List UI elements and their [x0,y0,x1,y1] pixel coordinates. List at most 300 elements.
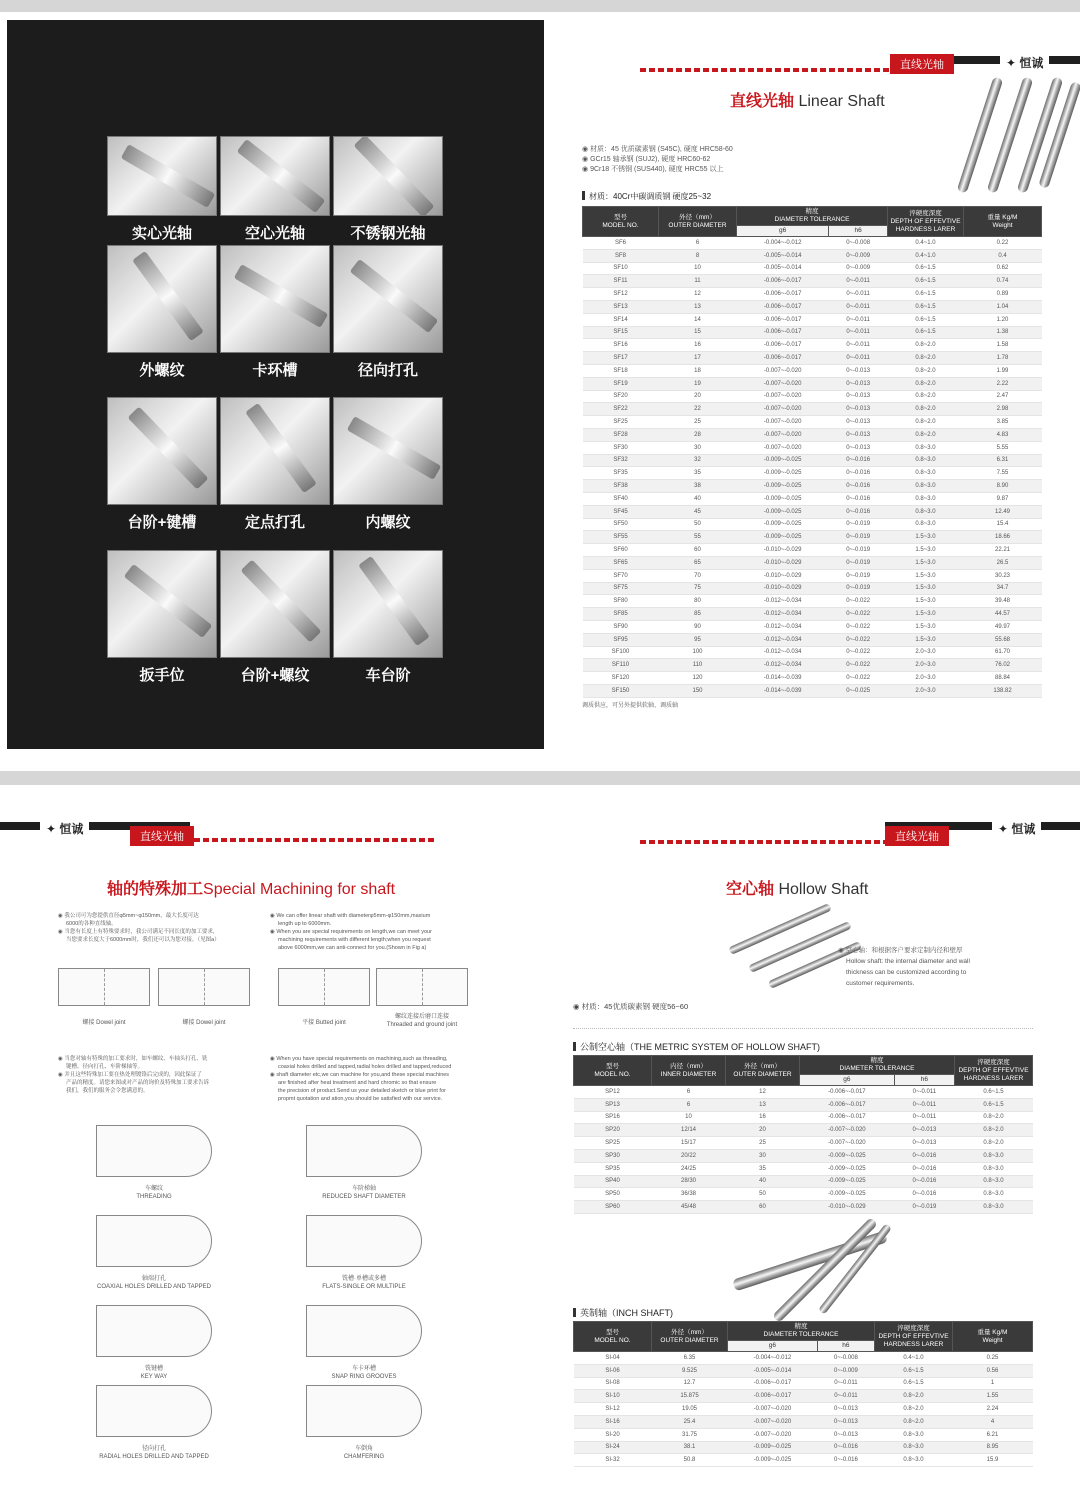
para-line: ◉ When you have special requirements on machining,such as threading, [270,1056,448,1062]
para-line: 我们，我们的服务会令您满意的。 [66,1088,149,1094]
joint-caption-cn: 螺接 [182,1020,195,1026]
table-cell: 0.8~3.0 [888,467,964,480]
table-cell: 65 [659,556,737,569]
hollow-title [726,876,868,899]
product-photo [333,397,443,505]
table-cell: 0.74 [964,275,1042,288]
dash-stripe [640,840,890,844]
product-tile-label: 径向打孔 [357,362,418,379]
section-tag: 直线光轴 [890,54,954,74]
table-cell: 0.6~1.5 [875,1377,953,1390]
machining-caption-cn: 铣键槽 [144,1366,163,1372]
th-tol-cn: 精度 [870,1057,884,1064]
para-line: ◉ shaft diameter etc,we can machine for you,and these special machines [270,1072,450,1078]
dash-stripe [640,68,900,72]
shaft-shape [132,251,204,341]
table-cell: -0.007~-0.020 [737,364,829,377]
machining-diagram [96,1215,212,1267]
table-cell: 0~-0.009 [817,1364,874,1377]
table-cell: 0.6~1.5 [888,262,964,275]
product-photo [220,397,330,505]
para-line: ◉ 当您对轴有特殊的加工要求时，如车螺纹、车轴头打孔、铣 [58,1056,208,1062]
table-cell: 0.8~2.0 [875,1403,953,1416]
machining-diagram [306,1305,422,1357]
para-line: coaxial holes drilled and tapped,radial holes drilled and tapped,reduced [278,1064,452,1070]
shaft-shape [358,556,430,646]
linear-title-cn: 直线光轴 [730,93,795,110]
logo-icon: ✦ [46,822,57,836]
table-cell: -0.010~-0.029 [737,556,829,569]
table-cell: SF32 [583,454,659,467]
table-cell: -0.012~-0.034 [737,608,829,621]
table-cell: 45 [659,505,737,518]
table-cell: -0.005~-0.014 [737,249,829,262]
table-cell: 0~-0.019 [829,582,888,595]
linear-row [583,262,1042,275]
joint-diagram [58,968,150,1006]
machining-caption-cn: 车阶梯轴 [351,1186,376,1192]
material-text: 材质：45 优质碳素钢 (S45C), 硬度 HRC58-60 [590,146,733,153]
joint-diagram [376,968,468,1006]
table-cell: 50.8 [652,1454,728,1467]
table-cell: SF38 [583,480,659,493]
table-cell: 4.83 [964,428,1042,441]
table-cell: 31.75 [652,1428,728,1441]
th-weight-en: Weight [982,1336,1003,1344]
metric-title-text: 公制空心轴（THE METRIC SYSTEM OF HOLLOW SHAFT) [580,1042,821,1052]
table-cell: 35 [659,467,737,480]
table-cell: 0~-0.016 [894,1149,954,1162]
joint-caption [154,1019,254,1027]
table-cell: -0.010~-0.029 [737,582,829,595]
th-depth-cn: 淬硬度深度 [897,1324,930,1332]
table-cell: 61.70 [964,646,1042,659]
para-line: 当您要求长度大于6000mm时，我们还可以为您对接。（见图a） [66,937,220,943]
inch-row [574,1377,1033,1390]
para-line: machining requirements with different length;when you request [278,937,431,943]
special-title [107,876,395,899]
table-cell: -0.007~-0.020 [728,1415,818,1428]
table-cell: -0.005~-0.014 [737,262,829,275]
table-cell: -0.012~-0.034 [737,646,829,659]
table-cell: 2.0~3.0 [888,672,964,685]
table-cell: -0.009~-0.025 [737,492,829,505]
table-cell: 32 [659,454,737,467]
table-cell: 18 [659,364,737,377]
table-cell: 0.8~2.0 [888,390,964,403]
th-depth-en1: DEPTH OF EFFEVTIVE [958,1066,1029,1074]
para-line: propmt quotation and ation,you should be satisfied with our service. [278,1096,443,1102]
para-line: length up to 6000mm. [278,921,332,927]
table-cell: -0.010~-0.029 [737,569,829,582]
table-cell: SF85 [583,608,659,621]
linear-row [583,390,1042,403]
linear-title [730,88,885,111]
table-cell: 0.8~2.0 [888,403,964,416]
linear-row [583,339,1042,352]
table-cell: 36/38 [652,1188,726,1201]
th-g6: g6 [800,1075,895,1086]
product-tile [220,245,330,380]
linear-row [583,646,1042,659]
table-cell: SI-16 [574,1415,652,1428]
table-cell: 0~-0.011 [829,300,888,313]
joint-caption-en: Butted joint [315,1020,346,1026]
linear-row [583,454,1042,467]
th-depth-en2: HARDNESS LARER [883,1340,944,1348]
table-cell: SI-12 [574,1403,652,1416]
table-cell: 0~-0.022 [829,633,888,646]
product-tile [333,245,443,380]
table-cell: 16 [726,1111,800,1124]
table-cell: 35 [726,1162,800,1175]
desc-en-line: thickness can be customized according to [846,969,967,976]
table-cell: 0.8~2.0 [875,1415,953,1428]
table-cell: 0~-0.013 [829,377,888,390]
table-cell: SI-06 [574,1364,652,1377]
table-cell: 0.8~3.0 [955,1201,1033,1214]
table-cell: 12 [659,288,737,301]
table-cell: 0.8~2.0 [888,416,964,429]
th-depth-en2: HARDNESS LARER [895,225,956,233]
table-cell: 0~-0.016 [894,1175,954,1188]
table-cell: -0.012~-0.034 [737,633,829,646]
table-cell: 0.4~1.0 [888,237,964,250]
th-h6: h6 [829,226,888,237]
th-depth-cn: 淬硬度深度 [977,1058,1010,1066]
linear-row [583,237,1042,250]
machining-caption-cn: 铣槽·单槽或多槽 [342,1276,386,1282]
machining-caption-en: KEY WAY [140,1374,168,1380]
table-cell: SP13 [574,1098,652,1111]
table-cell: 0~-0.013 [829,441,888,454]
para-text: 我公司可为您提供直径φ5mm~φ150mm，最大长度可达 [64,913,199,919]
table-cell: 45/48 [652,1201,726,1214]
desc-en-line: customer requirements. [846,980,915,987]
th-weight-cn: 重量 Kg/M [987,213,1018,221]
table-cell: 2.24 [953,1403,1033,1416]
shaft-shape [241,560,322,643]
hollow-title-en: Hollow Shaft [778,881,869,898]
table-cell: 0~-0.013 [829,364,888,377]
machining-caption-en: REDUCED SHAFT DIAMETER [322,1194,406,1200]
table-cell: 40 [726,1175,800,1188]
th-model-en: MODEL NO. [594,1336,631,1344]
table-cell: 0.6~1.5 [888,288,964,301]
table-cell: 9.525 [652,1364,728,1377]
table-cell: 0~-0.013 [894,1137,954,1150]
table-cell: SF90 [583,620,659,633]
table-cell: 1.5~3.0 [888,582,964,595]
dash-stripe [185,838,435,842]
table-cell: 1.5~3.0 [888,544,964,557]
table-cell: 25 [659,416,737,429]
table-cell: -0.006~-0.017 [737,326,829,339]
table-cell: 70 [659,569,737,582]
table-cell: -0.010~-0.029 [737,544,829,557]
linear-row [583,364,1042,377]
para-line: above 6000mm,we can anti-connect for you.(Shown in Fig a) [278,945,427,951]
table-cell: 0.8~3.0 [888,441,964,454]
table-cell: 0.6~1.5 [888,300,964,313]
inch-row [574,1390,1033,1403]
table-cell: 0~-0.011 [829,326,888,339]
table-cell: 9.87 [964,492,1042,505]
table-cell: 1 [953,1377,1033,1390]
table-cell: 0~-0.016 [829,467,888,480]
table-cell: 1.5~3.0 [888,620,964,633]
table-cell: SF20 [583,390,659,403]
machining-diagram [96,1385,212,1437]
table-cell: 24/25 [652,1162,726,1175]
table-cell: 0~-0.011 [829,288,888,301]
para-text: 当您对轴有特殊的加工要求时，如车螺纹、车轴头打孔、铣 [64,1056,208,1062]
table-cell: 50 [726,1188,800,1201]
table-cell: -0.007~-0.020 [737,403,829,416]
table-cell: 12.7 [652,1377,728,1390]
table-cell: 1.5~3.0 [888,595,964,608]
table-cell: 0~-0.011 [829,339,888,352]
joint-caption-cn: 平接 [302,1020,315,1026]
table-cell: -0.007~-0.020 [800,1137,895,1150]
table-cell: -0.004~-0.012 [728,1352,818,1365]
machining-diagram [96,1305,212,1357]
para-text: 并且这些特殊加工要在热处理镀铬后完成的，因此保证了 [64,1072,202,1078]
para-line: are finished after heat treatment and hard chromic so that ensure [278,1080,437,1086]
linear-row [583,608,1042,621]
table-cell: 30.23 [964,569,1042,582]
table-cell: 2.22 [964,377,1042,390]
table-cell: -0.007~-0.020 [737,377,829,390]
table-cell: SF120 [583,672,659,685]
table-cell: 0~-0.016 [829,454,888,467]
linear-row [583,659,1042,672]
table-cell: 0~-0.011 [817,1377,874,1390]
para-text: We can offer linear shaft with diameterφ5mm-φ150mm,maxium [276,913,431,919]
table-cell: 0~-0.011 [829,313,888,326]
brand-logo [992,820,1041,837]
section-tag: 直线光轴 [130,826,194,846]
table-cell: SF110 [583,659,659,672]
table-cell: 49.97 [964,620,1042,633]
table-cell: 100 [659,646,737,659]
table-cell: 0~-0.019 [829,518,888,531]
metric-table-body [574,1086,1033,1214]
table-cell: 6 [652,1098,726,1111]
logo-text: 恒诚 [1019,56,1044,70]
shaft-shape [354,136,435,216]
th-od-en: OUTER DIAMETER [668,221,727,229]
table-cell: 1.04 [964,300,1042,313]
dotted-divider [573,1028,1033,1029]
para-line: ◉ 我公司可为您提供直径φ5mm~φ150mm，最大长度可达 [58,913,199,919]
table-cell: 0~-0.013 [817,1428,874,1441]
table-cell: 44.57 [964,608,1042,621]
table-cell: SF15 [583,326,659,339]
th-h6: h6 [817,1341,874,1352]
table-cell: 0~-0.016 [829,505,888,518]
table-cell: 0~-0.011 [894,1111,954,1124]
table-cell: 0.8~3.0 [875,1454,953,1467]
metric-row [574,1086,1033,1099]
rod [748,921,852,973]
table-cell: 0.8~3.0 [888,505,964,518]
metric-table [573,1055,1033,1214]
table-cell: -0.009~-0.025 [737,467,829,480]
machining-diagram [306,1385,422,1437]
inch-row [574,1454,1033,1467]
material-text: 9Cr18 不锈钢 (SUS440), 硬度 HRC55 以上 [590,166,724,173]
machining-caption [276,1365,452,1381]
table-cell: -0.012~-0.034 [737,659,829,672]
table-cell: 28 [659,428,737,441]
linear-table-body [583,237,1042,698]
table-cell: 0~-0.013 [829,416,888,429]
table-cell: SI-10 [574,1390,652,1403]
table-cell: 0.25 [953,1352,1033,1365]
product-photo [333,245,443,353]
table-cell: 0~-0.013 [817,1403,874,1416]
table-cell: 150 [659,684,737,697]
th-g6: g6 [737,226,829,237]
metric-row [574,1201,1033,1214]
joint-diagram [158,968,250,1006]
table-cell: 0~-0.016 [894,1188,954,1201]
th-model-cn: 型号 [606,1062,619,1070]
linear-row [583,313,1042,326]
product-tile-label: 车台阶 [365,667,411,684]
table-cell: -0.012~-0.034 [737,595,829,608]
hollow-material-text: 材质：45优质碳素钢 硬度56~60 [581,1002,689,1011]
table-cell: 12 [726,1086,800,1099]
table-cell: 1.55 [953,1390,1033,1403]
table-cell: 0.89 [964,288,1042,301]
linear-row [583,531,1042,544]
table-cell: 18.66 [964,531,1042,544]
table-cell: 20/22 [652,1149,726,1162]
table-cell: 0~-0.016 [894,1162,954,1175]
metric-row [574,1175,1033,1188]
table-cell: 0~-0.022 [829,672,888,685]
linear-row [583,672,1042,685]
th-model-en: MODEL NO. [594,1070,631,1078]
joint-caption [54,1019,154,1027]
hollow-desc [838,945,1018,989]
desc-en-line: Hollow shaft: the internal diameter and wall [846,958,970,965]
shaft-shape [128,407,209,490]
table-cell: 0~-0.013 [829,403,888,416]
table-cell: SF150 [583,684,659,697]
table-cell: 6.31 [964,454,1042,467]
product-tile [107,397,217,532]
table-cell: SF28 [583,428,659,441]
machining-caption-cn: 轴端打孔 [141,1276,166,1282]
linear-table [582,206,1042,698]
table-cell: 1.38 [964,326,1042,339]
table-cell: SF11 [583,275,659,288]
table-cell: -0.009~-0.025 [800,1188,895,1201]
machining-caption-en: FLATS-SINGLE OR MULTIPLE [322,1284,406,1290]
machining-caption-en: CHAMFERING [343,1454,385,1460]
table-cell: -0.006~-0.017 [737,339,829,352]
table-cell: -0.009~-0.025 [737,518,829,531]
table-cell: SP50 [574,1188,652,1201]
th-model-en: MODEL NO. [602,221,639,229]
para-text: shaft diameter etc,we can machine for you,and these special machines [276,1072,450,1078]
th-id-en: INNER DIAMETER [660,1070,717,1078]
table-cell: SP12 [574,1086,652,1099]
table-cell: 120 [659,672,737,685]
table-cell: 6 [652,1086,726,1099]
table-cell: -0.009~-0.025 [800,1162,895,1175]
hollow-material: ◉ 材质：45优质碳素钢 硬度56~60 [573,1002,689,1011]
table-cell: 0.8~3.0 [955,1175,1033,1188]
table-cell: 2.98 [964,403,1042,416]
linear-row [583,441,1042,454]
table-cell: -0.006~-0.017 [728,1377,818,1390]
shaft-shape [234,264,329,328]
table-cell: -0.007~-0.020 [728,1403,818,1416]
table-cell: -0.012~-0.034 [737,620,829,633]
machining-caption-cn: 车卡环槽 [351,1366,376,1372]
table-cell: SF80 [583,595,659,608]
table-cell: SF35 [583,467,659,480]
product-photo [107,245,217,353]
table-cell: 7.55 [964,467,1042,480]
table-cell: 0.8~2.0 [875,1390,953,1403]
table-cell: -0.007~-0.020 [737,441,829,454]
table-cell: 1.5~3.0 [888,569,964,582]
table-cell: 2.0~3.0 [888,659,964,672]
product-tile-label: 不锈钢光轴 [350,225,426,242]
table-cell: 15.4 [964,518,1042,531]
machining-caption-cn: 径向打孔 [141,1446,166,1452]
table-cell: SF8 [583,249,659,262]
table-cell: SF65 [583,556,659,569]
table-cell: 0.8~3.0 [875,1428,953,1441]
table-cell: 0~-0.013 [829,390,888,403]
table-cell: SP25 [574,1137,652,1150]
table-cell: 8.95 [953,1441,1033,1454]
linear-row [583,620,1042,633]
table-cell: 90 [659,620,737,633]
table-cell: 110 [659,659,737,672]
table-cell: 19 [659,377,737,390]
product-tile [107,245,217,380]
table-cell: 0~-0.011 [894,1098,954,1111]
table-cell: SF22 [583,403,659,416]
linear-row [583,416,1042,429]
th-depth-en2: HARDNESS LARER [963,1074,1024,1082]
linear-row [583,249,1042,262]
machining-caption [276,1185,452,1201]
inch-table [573,1321,1033,1467]
table-cell: 88.84 [964,672,1042,685]
table-cell: 22 [659,403,737,416]
table-cell: -0.007~-0.020 [737,390,829,403]
joint-caption-en: Dowel joint [96,1020,126,1026]
th-model-cn: 型号 [606,1328,619,1336]
table-cell: 0~-0.013 [894,1124,954,1137]
table-cell: 0~-0.019 [829,544,888,557]
table-cell: -0.009~-0.025 [737,454,829,467]
th-od-en: OUTER DIAMETER [660,1336,719,1344]
table-cell: 0.8~2.0 [955,1137,1033,1150]
table-cell: 0.8~3.0 [955,1149,1033,1162]
table-cell: 0~-0.019 [829,569,888,582]
th-depth-en1: DEPTH OF EFFEVTIVE [890,217,961,225]
table-cell: SF10 [583,262,659,275]
